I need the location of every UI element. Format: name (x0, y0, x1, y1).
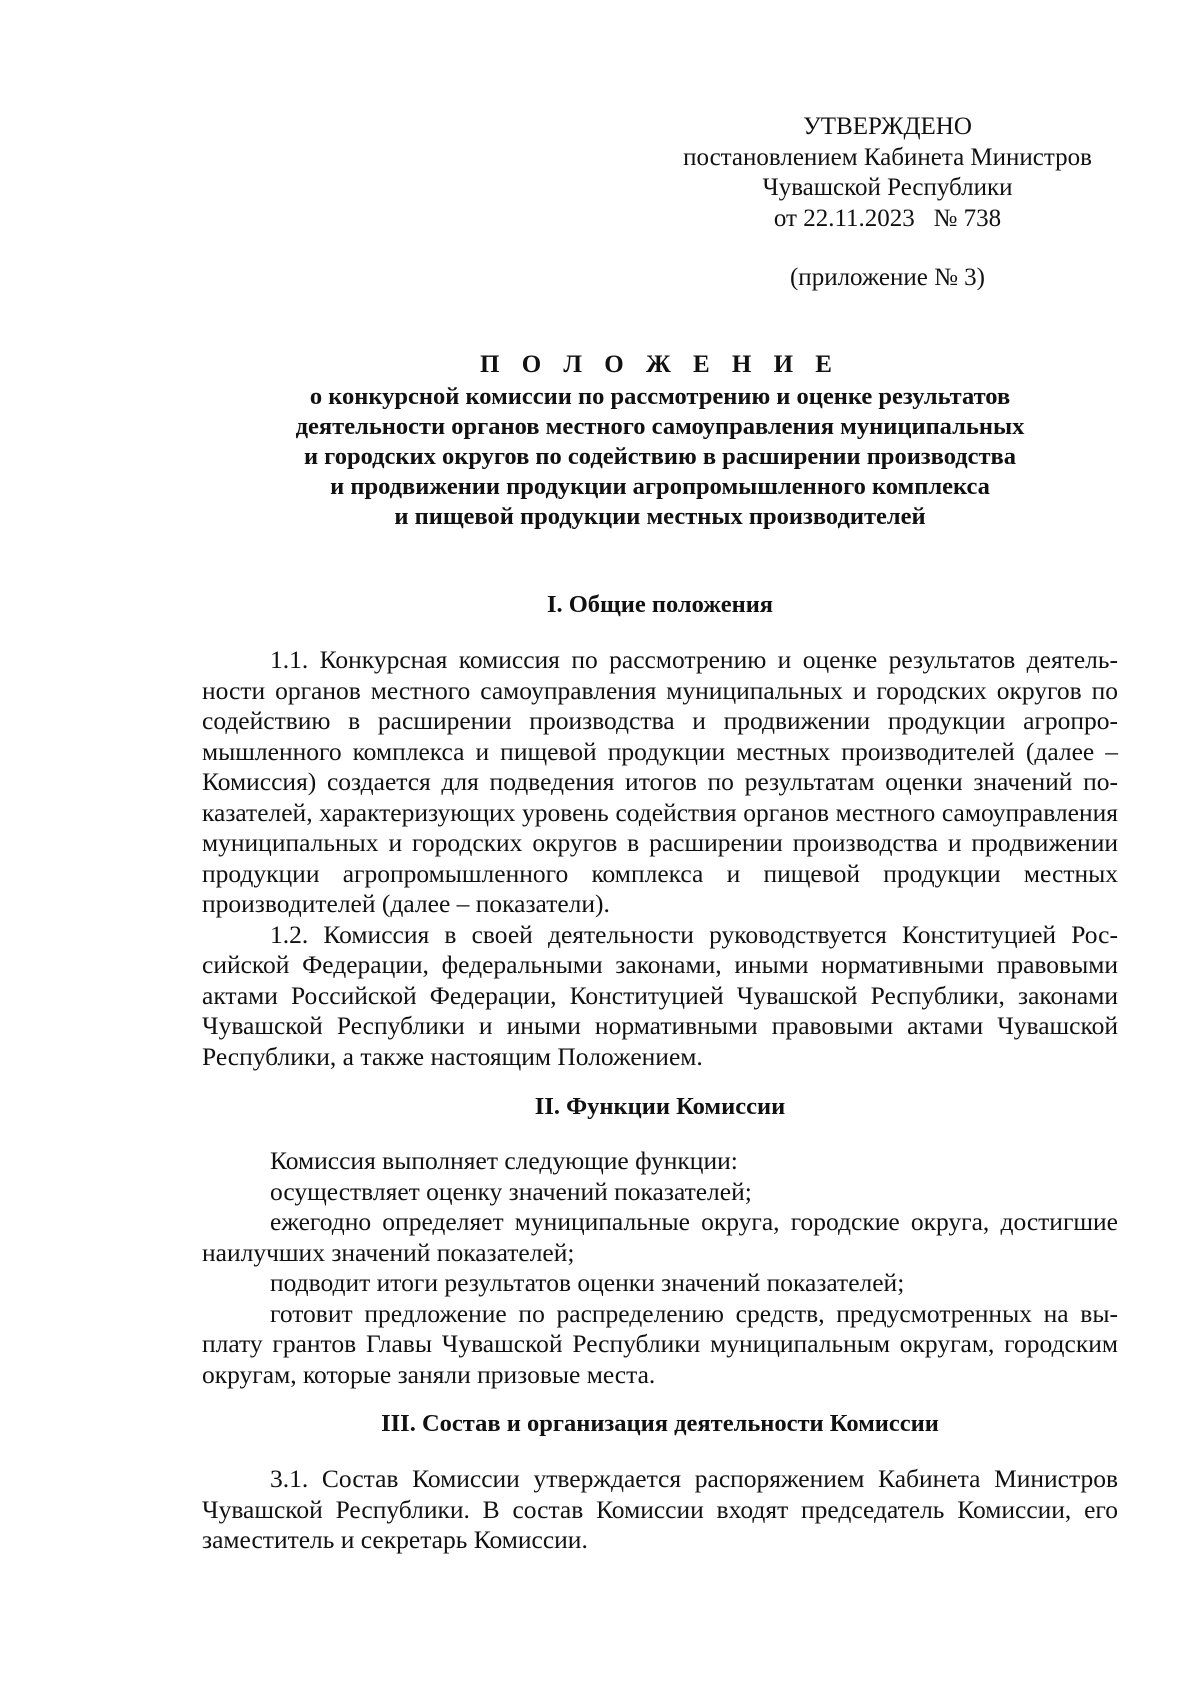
approval-line: УТВЕРЖДЕНО (803, 113, 972, 140)
subtitle-line: деятельности органов местного самоуправления муниципальных (295, 413, 1025, 440)
section-heading-general: I. Общие положения (546, 591, 774, 618)
paragraph: ежегодно определяет муниципальные округа, городские округа, достигшие наилучших значений показателей; (202, 1207, 1118, 1267)
paragraph: готовит предложение по распределению средств, предусмотренных на выплату грантов Главы Чувашской Республики муниципальным округам, городским округам, которые заняли призовые места. (202, 1298, 1118, 1389)
section-body-general (202, 645, 1118, 1072)
approval-stamp (650, 112, 1125, 294)
section-body-functions (202, 1146, 1118, 1390)
subtitle-line: и пищевой продукции местных производителей (394, 503, 926, 530)
paragraph: осуществляет оценку значений показателей; (270, 1176, 752, 1206)
subtitle-line: о конкурсной комиссии по рассмотрению и оценке результатов (309, 383, 1011, 410)
appendix-note: (приложение № 3) (789, 264, 985, 291)
section-heading-functions: II. Функции Комиссии (534, 1093, 786, 1120)
approval-line: постановлением Кабинета Министров (683, 143, 1092, 171)
document-title (150, 350, 1170, 532)
subtitle-line: и городских округов по содействию в расширении производства (303, 443, 1017, 470)
section-heading-composition: III. Состав и организация деятельности Комиссии (381, 1410, 939, 1437)
paragraph: Комиссия выполняет следующие функции: (270, 1146, 738, 1175)
paragraph: 1.2. Комиссия в своей деятельности руководствуется Конституцией Российской Федерации, федеральными законами, иными нормативными правовыми актами Российской Федерации, Конституцией Чувашской Республики, законами Чувашской Республики и иными нормативными правовыми актами Чувашской Республики, а также настоящим Положением. (202, 919, 1118, 1071)
subtitle-line: и продвижении продукции агропромышленного комплекса (330, 473, 990, 500)
title-heading: П О Л О Ж Е Н И Е (480, 351, 840, 378)
title-subtitle (150, 382, 1170, 532)
paragraph: 1.1. Конкурсная комиссия по рассмотрению и оценке результатов деятельности органов местного самоуправления муниципальных и городских округов по содействию в расширении производства и продвижении продукции агропромышленного комплекса и пищевой продукции местных производителей (далее – Комиссия) создается для подведения итогов по результатам оценки значений показателей, характеризующих уровень содействия органов местного самоуправления муниципальных и городских округов в расширении производства и продвижении продукции агропромышленного комплекса и пищевой продукции местных производителей (далее – показатели). (202, 645, 1118, 918)
approval-line: Чувашской Республики (762, 174, 1013, 201)
paragraph: 3.1. Состав Комиссии утверждается распоряжением Кабинета Министров Чувашской Республики. В состав Комиссии входят председатель Комиссии, его заместитель и секретарь Комиссии. (202, 1464, 1118, 1554)
section-body-composition (202, 1464, 1118, 1556)
approval-line: от 22.11.2023 № 738 (773, 204, 1002, 232)
paragraph: подводит итоги результатов оценки значений показателей; (270, 1268, 905, 1297)
